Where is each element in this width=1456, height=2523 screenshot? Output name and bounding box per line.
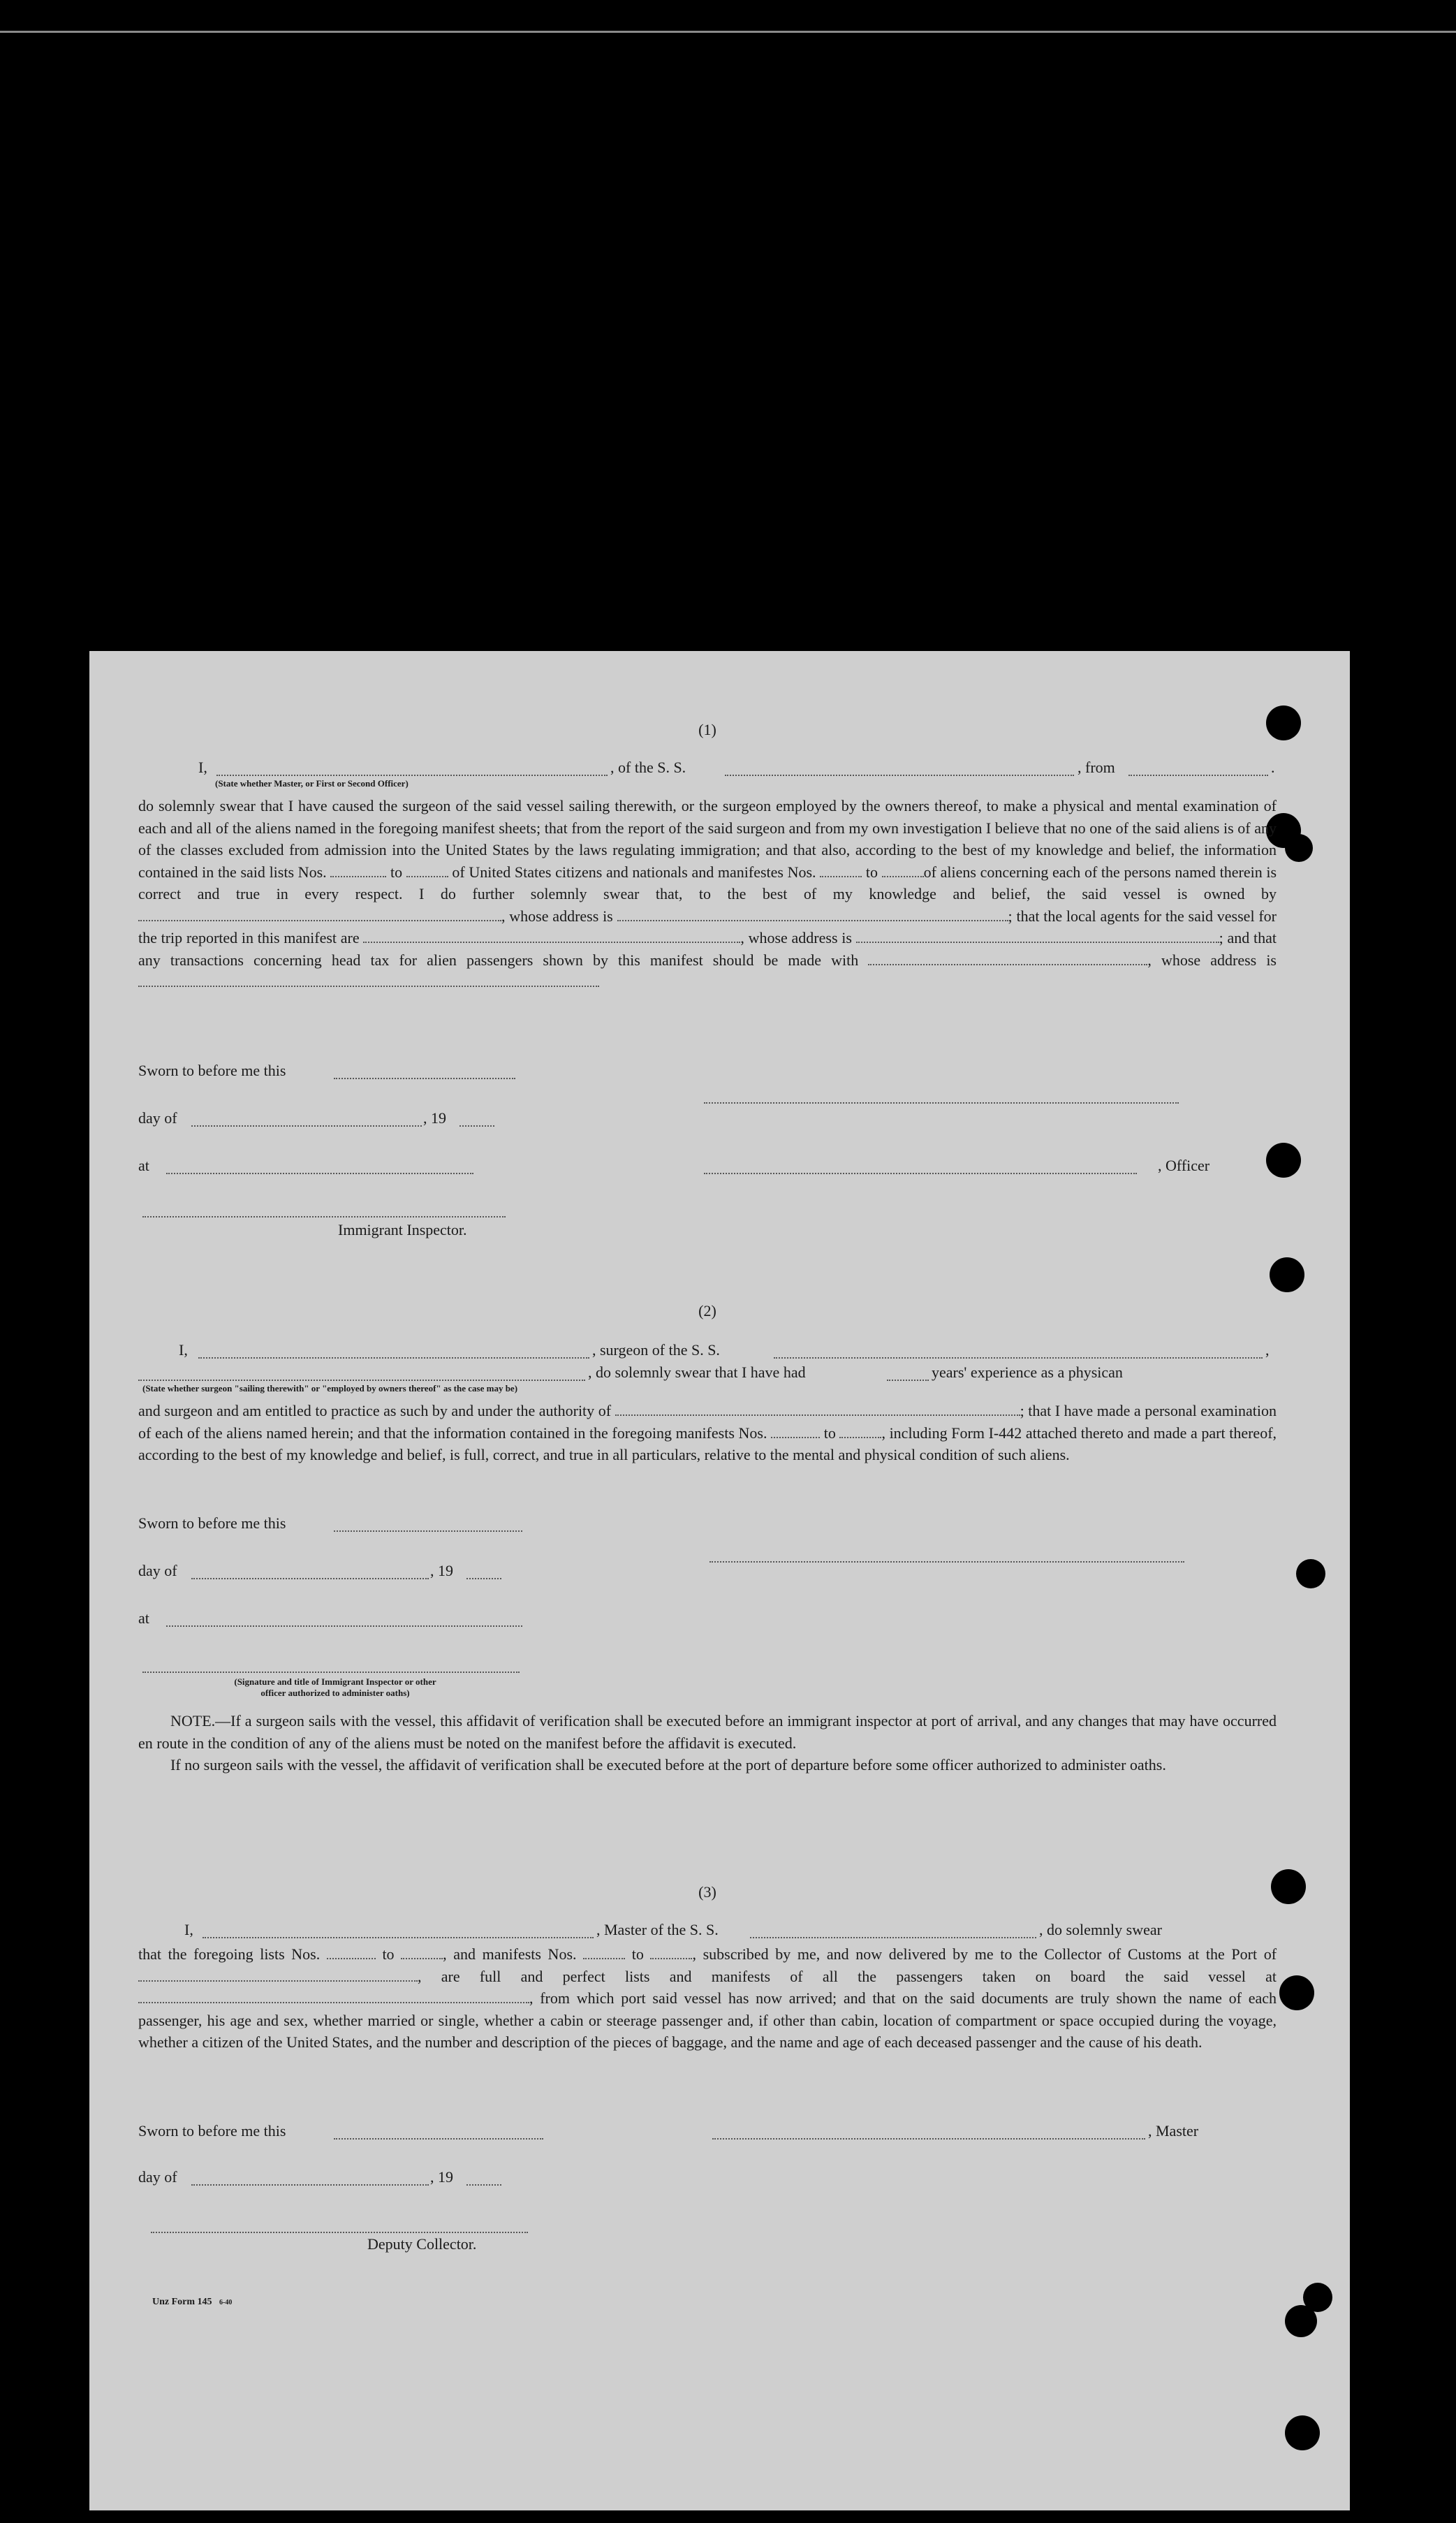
s2-day: day of , 19 <box>138 1562 1284 1584</box>
s1-subcaption: (State whether Master, or First or Second Officer) <box>215 778 409 789</box>
binder-hole <box>1279 1975 1314 2010</box>
s1-officer-sig-blank[interactable] <box>704 1172 1137 1174</box>
section-1 <box>138 721 1277 739</box>
s1-signature-line[interactable] <box>704 1102 1179 1104</box>
s2-note <box>138 1710 1277 1776</box>
s1-day-blank[interactable] <box>191 1125 422 1127</box>
s1-at-blank[interactable] <box>166 1172 473 1174</box>
s2-years-blank[interactable] <box>887 1379 929 1381</box>
s3-vessel-blank[interactable] <box>750 1936 1036 1938</box>
s1-body: do solemnly swear that I have caused the surgeon of the said vessel sailing therewith, or the surgeon employed by the owners thereof, to make a physical and mental examination of each and all of the aliens named in the foregoing manifest sheets; that from the report of the said surgeon and from my own investigation I believe that no one of the said aliens is of any of the classes excluded from admission into the United States by the laws regulating immigration; and that also, according to the best of my knowledge and belief, the information contained in the said lists Nos. to of United States citizens and nationals and manifestes Nos. to of aliens concerning each of the persons named therein is correct and true in every respect. I do further solemnly swear that, to the best of my knowledge and belief, the said vessel is owned by , whose address is ; that the local agents for the said vessel for the trip reported in this manifest are , whose address is ; and that any transactions concerning head tax for alien passengers shown by this manifest should be made with , whose address is <box>138 795 1277 993</box>
s1-from-blank[interactable] <box>1128 774 1268 776</box>
binder-hole <box>1270 1257 1304 1292</box>
section-2 <box>138 1302 1277 1320</box>
s2-inspector-line[interactable] <box>142 1671 520 1673</box>
s1-inspector-line[interactable] <box>142 1215 506 1217</box>
s2-type-blank[interactable] <box>138 1379 585 1381</box>
s1-officer-blank[interactable] <box>216 774 608 776</box>
section-3 <box>138 1883 1277 1901</box>
s2-sig-caption: (Signature and title of Immigrant Inspector or other officer authorized to administer oaths) <box>234 1676 436 1698</box>
s3-day: day of , 19 <box>138 2168 1284 2191</box>
binder-hole <box>1285 2305 1317 2337</box>
s2-surgeon-blank[interactable] <box>198 1356 589 1359</box>
top-edge-line <box>0 31 1456 33</box>
s1-officer-label: , Officer <box>1158 1157 1210 1174</box>
s3-deputy-line[interactable] <box>151 2231 528 2233</box>
s1-sworn: Sworn to before me this <box>138 1062 1284 1084</box>
form-number: Unz Form 145 6-40 <box>152 2297 233 2307</box>
s3-master-sig-blank[interactable] <box>712 2137 1145 2140</box>
s1-at: at , Officer <box>138 1157 1210 1174</box>
s3-day-blank[interactable] <box>191 2184 429 2186</box>
s1-line-1: I, , of the S. S. , from . <box>198 759 1275 776</box>
section-number: (1) <box>698 721 716 738</box>
binder-hole <box>1285 834 1313 862</box>
s1-from: , from <box>1078 759 1115 776</box>
s1-year-blank[interactable] <box>459 1125 494 1127</box>
s2-year-blank[interactable] <box>466 1577 501 1579</box>
binder-hole <box>1285 2415 1320 2450</box>
s3-sworn-blank[interactable] <box>334 2137 543 2140</box>
s1-vessel-blank[interactable] <box>725 774 1074 776</box>
s2-sworn: Sworn to before me this <box>138 1514 1284 1537</box>
note-paragraph: If no surgeon sails with the vessel, the affidavit of verification shall be executed before at the port of departure before some officer authorized to administer oaths. <box>170 1756 1166 1774</box>
s2-line-2: , do solemnly swear that I have had years' experience as a physican <box>138 1363 1284 1386</box>
binder-hole <box>1296 1559 1325 1588</box>
s3-sworn: Sworn to before me this , Master <box>138 2122 1199 2140</box>
section-number: (2) <box>698 1302 716 1319</box>
s3-name-blank[interactable] <box>203 1936 594 1938</box>
s3-body: that the foregoing lists Nos. to , and manifests Nos. to , subscribed by me, and now delivered by me to the Collector of Customs at the Port of , are full and perfect lists and manifests of all the passengers taken on board the said vessel at , from which port said vessel has now arrived; and that on the said documents are truly shown the name of each passenger, his age and sex, whether married or single, whether a cabin or steerage passenger and, if other than cabin, location of compartment or space occupied during the voyage, whether a citizen of the United States, and the number and description of the pieces of baggage, and the name and age of each deceased passenger and the cause of his death. <box>138 1945 1277 2051</box>
s2-subcaption: (State whether surgeon "sailing therewith" or "employed by owners thereof" as the case may be) <box>142 1383 518 1394</box>
s1-day: day of , 19 <box>138 1109 1284 1132</box>
s2-vessel-blank[interactable] <box>774 1356 1263 1359</box>
s1-sworn-blank[interactable] <box>334 1077 515 1079</box>
s3-line-1: I, , Master of the S. S. , do solemnly swear <box>184 1921 1162 1938</box>
s2-at: at <box>138 1609 1284 1632</box>
s1-of-ss: , of the S. S. <box>610 759 686 776</box>
s2-day-blank[interactable] <box>191 1577 429 1579</box>
s1-inspector-label: Immigrant Inspector. <box>338 1221 467 1238</box>
s2-at-blank[interactable] <box>166 1625 522 1627</box>
s2-line-1: I, , surgeon of the S. S. , <box>179 1341 1270 1359</box>
section-number: (3) <box>698 1883 716 1901</box>
s3-deputy-label: Deputy Collector. <box>367 2235 477 2253</box>
s1-i: I, <box>198 759 207 776</box>
s2-sworn-blank[interactable] <box>334 1530 522 1532</box>
manifest-affidavit-page <box>89 651 1350 2510</box>
note-paragraph: NOTE.—If a surgeon sails with the vessel, this affidavit of verification shall be executed before an immigrant inspector at port of arrival, and any changes that may have occurred en route in the condition of any of the aliens must be noted on the manifest before the affidavit is executed. <box>138 1712 1277 1752</box>
s2-body: and surgeon and am entitled to practice as such by and under the authority of ; that I have made a personal examination of each of the aliens named herein; and that the information contained in the foregoing manifests Nos. to , including Form I-442 attached thereto and made a part thereof, according to the best of my knowledge and belief, is full, correct, and true in all particulars, relative to the mental and physical condition of such aliens. <box>138 1402 1277 1463</box>
s3-year-blank[interactable] <box>466 2184 501 2186</box>
